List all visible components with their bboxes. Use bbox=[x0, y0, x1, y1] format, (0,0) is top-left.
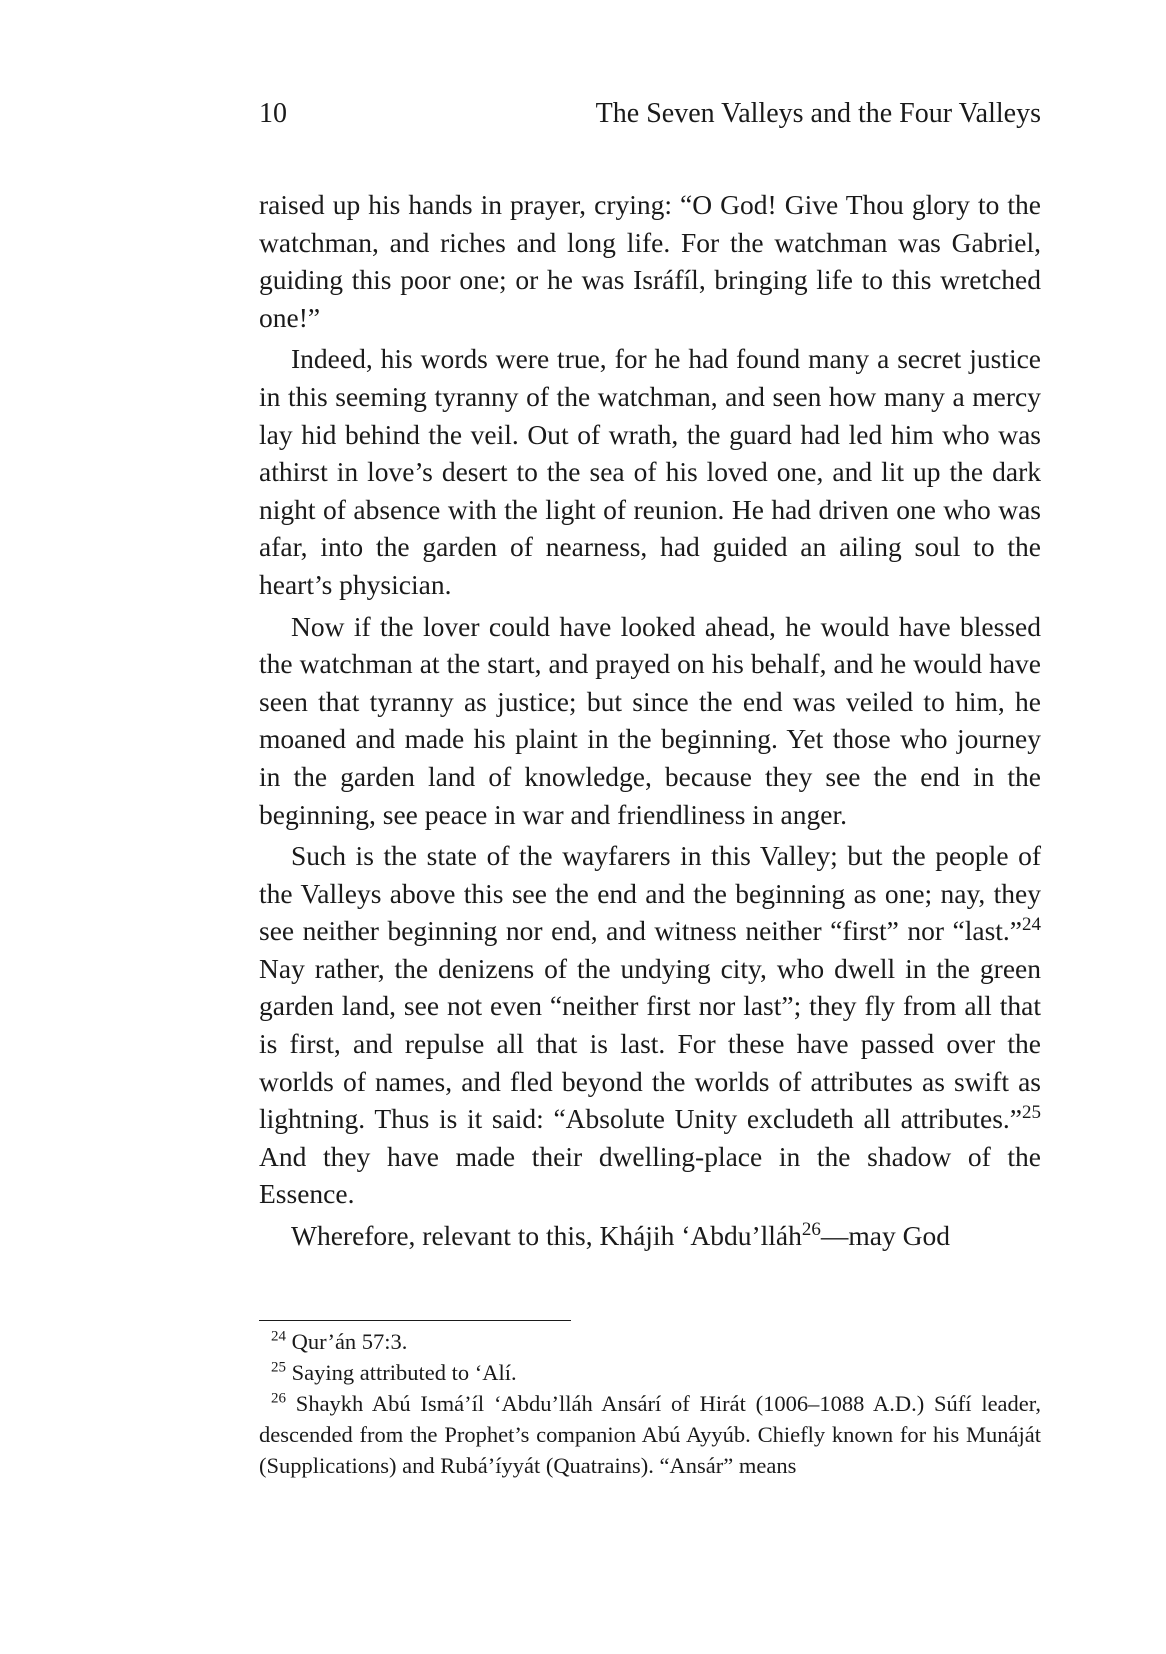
footnote-ref-26[interactable]: 26 bbox=[801, 1218, 821, 1240]
footnote-text: Saying attributed to ‘Alí. bbox=[286, 1360, 517, 1385]
footnote-26 bbox=[259, 1388, 1041, 1481]
running-header bbox=[259, 96, 1041, 132]
paragraph-5-part-b: —may God bbox=[820, 1220, 950, 1252]
running-title: The Seven Valleys and the Four Valleys bbox=[595, 98, 1041, 129]
paragraph-5 bbox=[259, 1217, 1041, 1255]
page-number: 10 bbox=[259, 98, 287, 129]
footnote-25 bbox=[259, 1357, 1041, 1388]
footnote-24 bbox=[259, 1326, 1041, 1357]
paragraph-2: Indeed, his words were true, for he had found many a secret justice in this seeming tyranny of the watchman, and seen how many a mercy lay hid behind the veil. Out of wrath, the guard had led him who was athirst in love’s desert to the sea of his loved one, and lit up the dark night of absence with the light of reunion. He had driven one who was afar, into the garden of nearness, had guided an ailing soul to the heart’s physician. bbox=[259, 343, 1041, 600]
footnote-divider bbox=[259, 1320, 571, 1321]
paragraph-5-part-a: Wherefore, relevant to this, Khájih ‘Abdu’lláh bbox=[291, 1220, 802, 1252]
footnote-ref-25[interactable]: 25 bbox=[1022, 1102, 1041, 1124]
paragraph-4-part-c: And they have made their dwelling-place in the shadow of the Essence. bbox=[259, 1140, 1041, 1210]
footnote-text: Shaykh Abú Ismá’íl ‘Abdu’lláh Ansárí of Hirát (1006–1088 A.D.) Súfí leader, descended from the Prophet’s companion Abú Ayyúb. Chiefly known for his Munáját (Supplications) and Rubá’íyyát (Quatrains). “Ansár” means bbox=[259, 1391, 1041, 1478]
paragraph-1: raised up his hands in prayer, crying: “O God! Give Thou glory to the watchman, and riches and long life. For the watchman was Gabriel, guiding this poor one; or he was Isráfíl, bringing life to this wretched one!” bbox=[259, 189, 1041, 333]
footnote-text: Qur’án 57:3. bbox=[286, 1329, 408, 1354]
footnote-number: 24 bbox=[271, 1328, 286, 1345]
footnote-ref-24[interactable]: 24 bbox=[1022, 914, 1041, 936]
paragraph-4 bbox=[259, 837, 1041, 1213]
footnote-number: 26 bbox=[271, 1390, 286, 1407]
paragraph-4-part-a: Such is the state of the wayfarers in this Valley; but the people of the Valleys above this see the end and the beginning as one; nay, they see neither beginning nor end, and witness neither “first” nor “last.” bbox=[259, 840, 1041, 947]
paragraph-4-part-b: Nay rather, the denizens of the undying city, who dwell in the green garden land, see not even “neither first nor last”; they fly from all that is first, and repulse all that is last. For these have passed over the worlds of names, and fled beyond the worlds of attributes as swift as lightning. Thus is it said: “Absolute Unity excludeth all attributes.” bbox=[259, 952, 1041, 1135]
footnotes bbox=[259, 1326, 1041, 1481]
paragraph-3: Now if the lover could have looked ahead, he would have blessed the watchman at the start, and prayed on his behalf, and he would have seen that tyranny as justice; but since the end was veiled to him, he moaned and made his plaint in the beginning. Yet those who journey in the garden land of knowledge, because they see the end in the beginning, see peace in war and friendliness in anger. bbox=[259, 610, 1041, 830]
footnote-number: 25 bbox=[271, 1359, 286, 1376]
body-text bbox=[259, 186, 1041, 1259]
